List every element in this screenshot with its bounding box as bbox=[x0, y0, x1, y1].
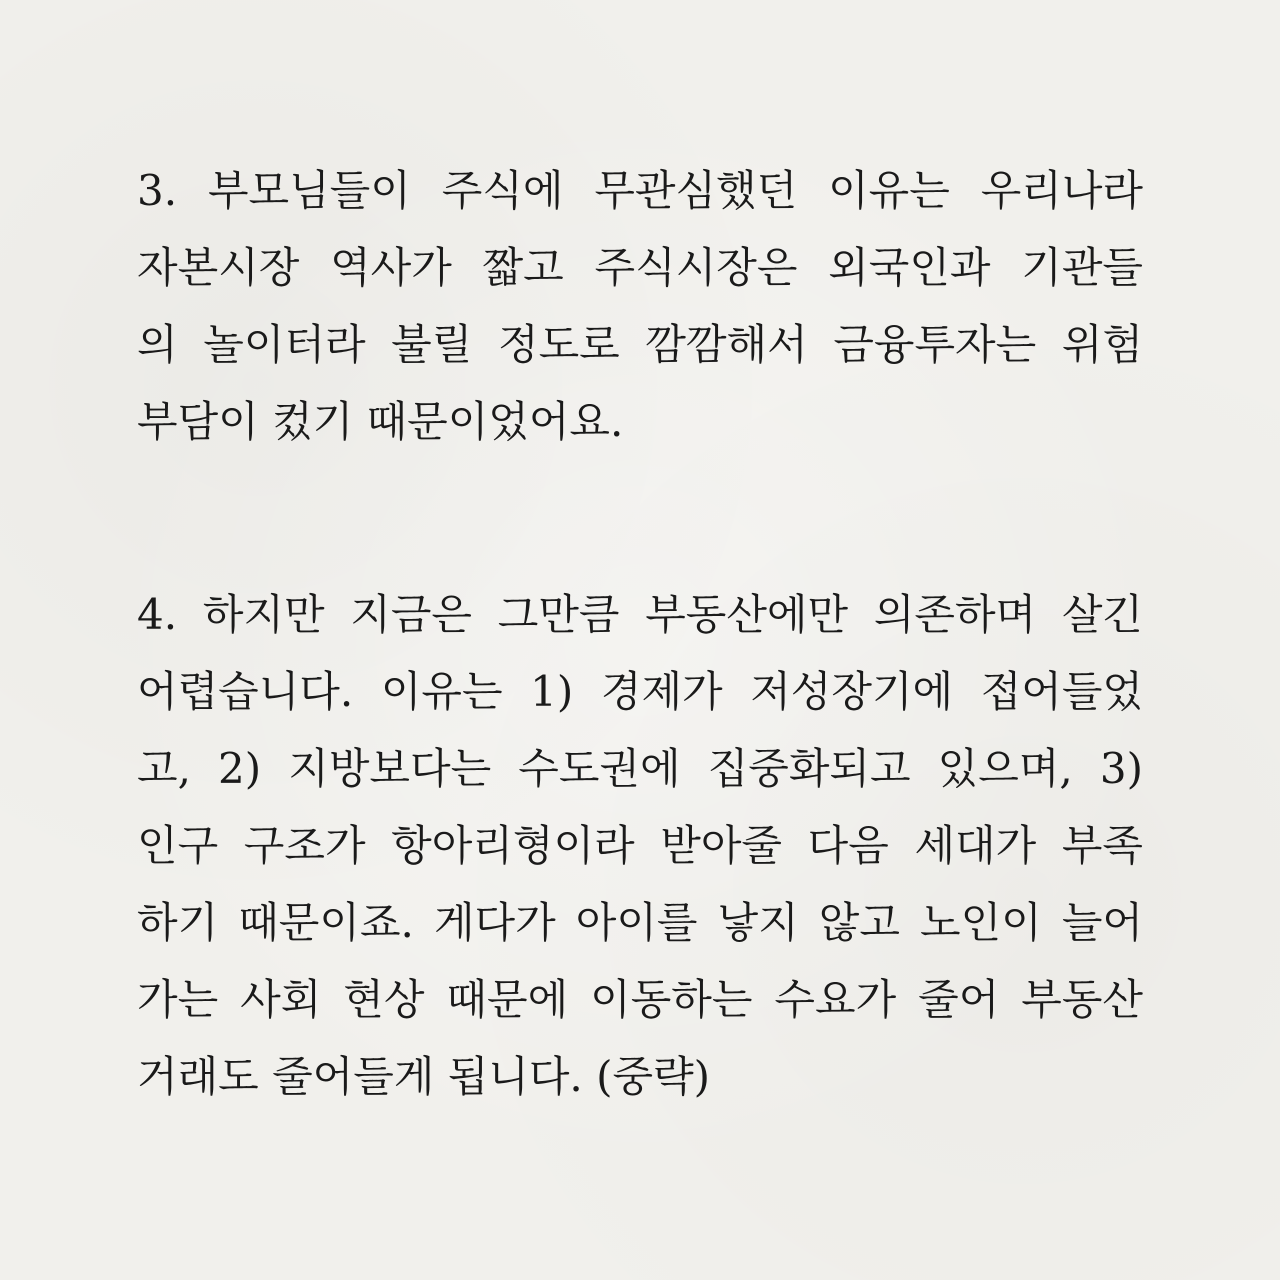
paragraph-4 bbox=[137, 576, 1143, 1115]
paragraph-line: 어렵습니다. 이유는 1) 경제가 저성장기에 접어들었 bbox=[137, 667, 1143, 716]
paragraph-line: 4. 하지만 지금은 그만큼 부동산에만 의존하며 살긴 bbox=[137, 590, 1143, 639]
paragraph-line: 의 놀이터라 불릴 정도로 깜깜해서 금융투자는 위험 bbox=[137, 320, 1143, 369]
paragraph-3 bbox=[137, 152, 1143, 460]
paragraph-line: 자본시장 역사가 짧고 주식시장은 외국인과 기관들 bbox=[137, 243, 1143, 292]
paragraph-line: 거래도 줄어들게 됩니다. (중략) bbox=[137, 1052, 711, 1101]
paragraph-line: 3. 부모님들이 주식에 무관심했던 이유는 우리나라 bbox=[137, 166, 1143, 215]
paragraph-line: 가는 사회 현상 때문에 이동하는 수요가 줄어 부동산 bbox=[137, 975, 1143, 1024]
paragraph-line: 부담이 컸기 때문이었어요. bbox=[137, 397, 624, 446]
paragraph-line: 하기 때문이죠. 게다가 아이를 낳지 않고 노인이 늘어 bbox=[137, 898, 1143, 947]
paragraph-line: 인구 구조가 항아리형이라 받아줄 다음 세대가 부족 bbox=[137, 821, 1143, 870]
paragraph-line: 고, 2) 지방보다는 수도권에 집중화되고 있으며, 3) bbox=[137, 744, 1143, 793]
